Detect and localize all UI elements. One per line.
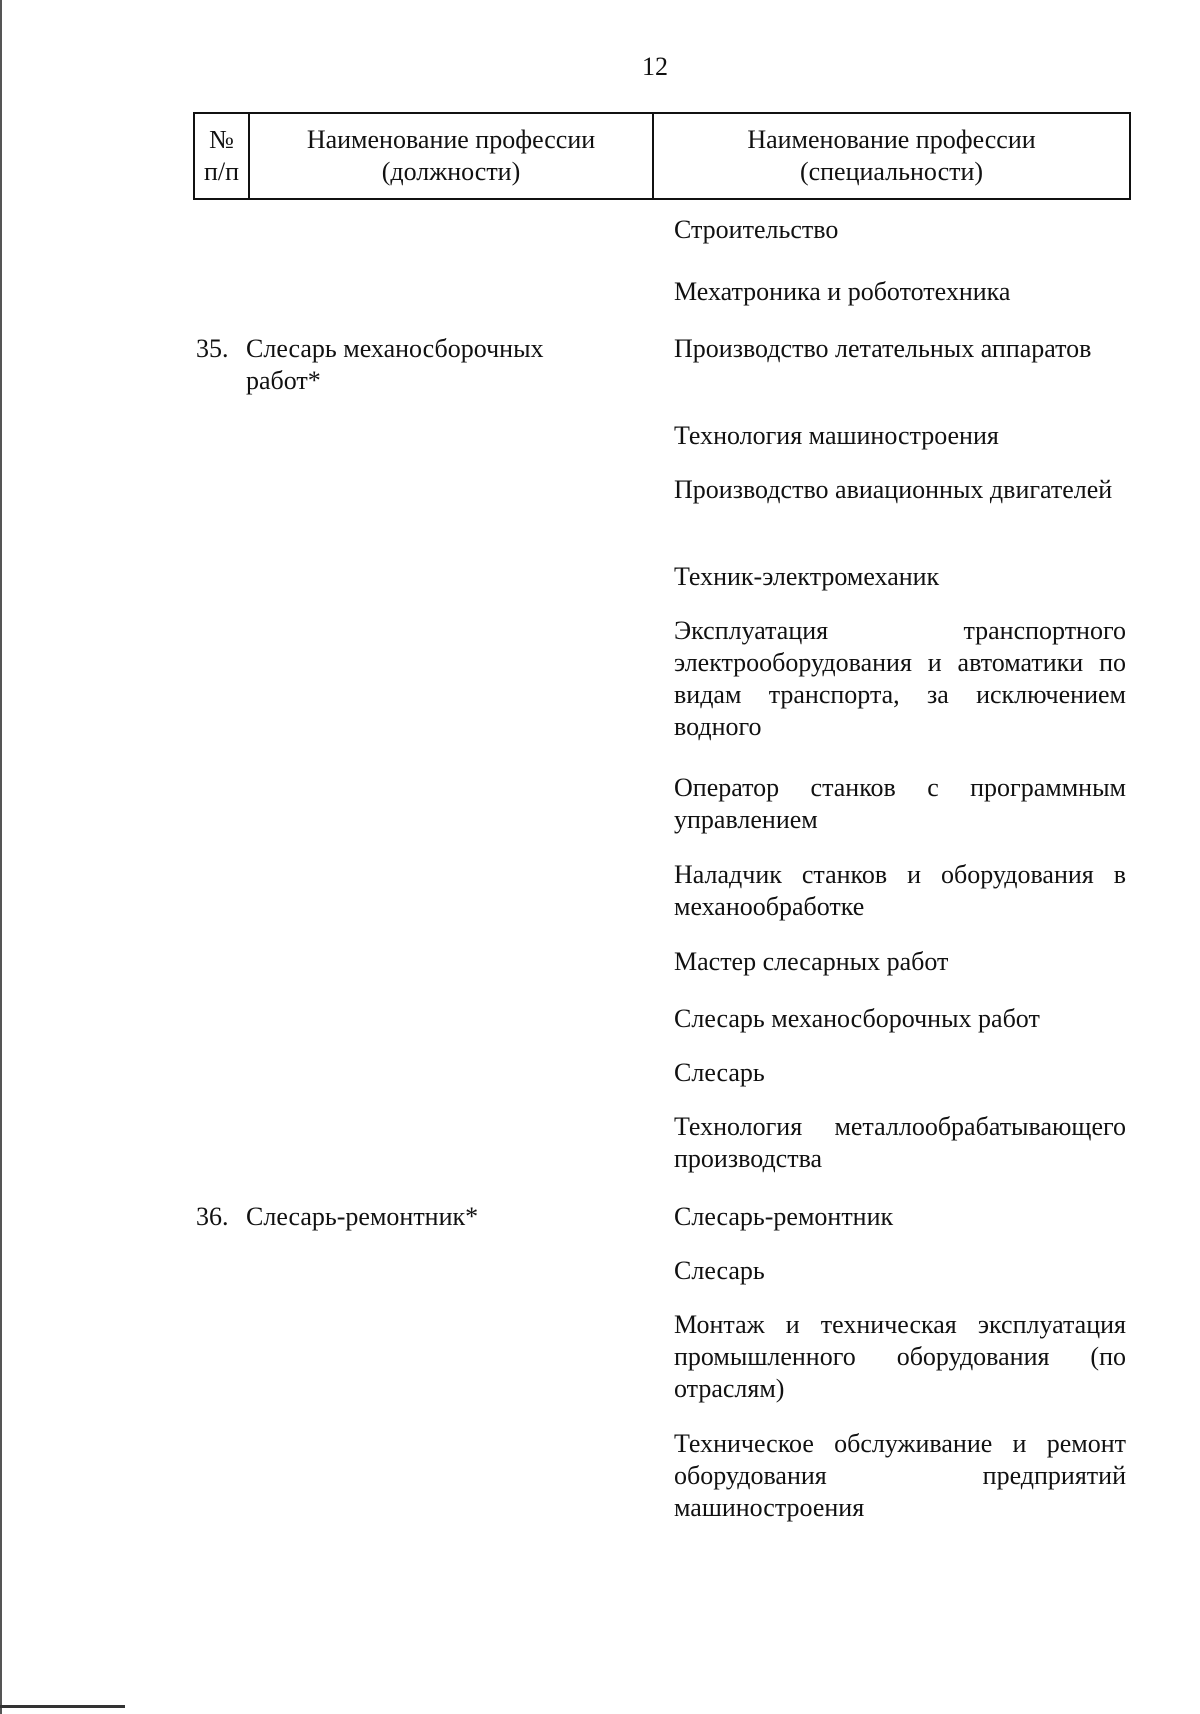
specialty-item: Наладчик станков и оборудования в механообработке <box>674 860 1126 921</box>
specialty-item: Технология металлообрабатывающего производства <box>674 1112 1126 1173</box>
specialty-item: Мастер слесарных работ <box>674 947 949 976</box>
specialty-item: Слесарь-ремонтник <box>674 1202 894 1231</box>
header-position-column <box>250 114 654 198</box>
specialty-item: Производство летательных аппаратов <box>674 334 1092 363</box>
header-number-line2: п/п <box>203 157 240 186</box>
specialty-item: Строительство <box>674 215 839 244</box>
header-specialty-column <box>654 114 1129 198</box>
header-position-line1: Наименование профессии <box>306 125 596 154</box>
header-position-line2: (должности) <box>381 157 521 186</box>
specialty-item: Эксплуатация транспортного электрооборудования и автоматики по видам транспорта, за исключением водного <box>674 616 1126 741</box>
header-specialty-line1: Наименование профессии <box>747 125 1036 154</box>
header-specialty-line2: (специальности) <box>799 157 984 186</box>
table-header <box>193 112 1131 200</box>
row-position-title: Слесарь механосборочных работ* <box>246 334 544 395</box>
header-number-column <box>195 114 250 198</box>
specialty-item: Оператор станков с программным управлением <box>674 773 1126 834</box>
scan-margin-line <box>0 0 2 1714</box>
specialty-item: Слесарь <box>674 1058 765 1087</box>
scan-bottom-mark <box>0 1705 125 1708</box>
page-number: 12 <box>642 52 668 81</box>
row-number: 35. <box>196 334 229 363</box>
header-number-line1: № <box>209 125 234 154</box>
specialty-item: Технология машиностроения <box>674 421 999 450</box>
specialty-item: Мехатроника и робототехника <box>674 277 1011 306</box>
specialty-item: Техник-электромеханик <box>674 562 940 591</box>
specialty-item: Монтаж и техническая эксплуатация промышленного оборудования (по отраслям) <box>674 1310 1126 1403</box>
specialty-item: Слесарь <box>674 1256 765 1285</box>
specialty-item: Производство авиационных двигателей <box>674 475 1113 504</box>
specialty-item: Слесарь механосборочных работ <box>674 1004 1040 1033</box>
table-row <box>196 1201 616 1233</box>
row-number: 36. <box>196 1202 229 1231</box>
row-position-title: Слесарь-ремонтник* <box>246 1202 479 1231</box>
specialty-item: Техническое обслуживание и ремонт оборудования предприятий машиностроения <box>674 1429 1126 1522</box>
table-row <box>196 333 616 397</box>
